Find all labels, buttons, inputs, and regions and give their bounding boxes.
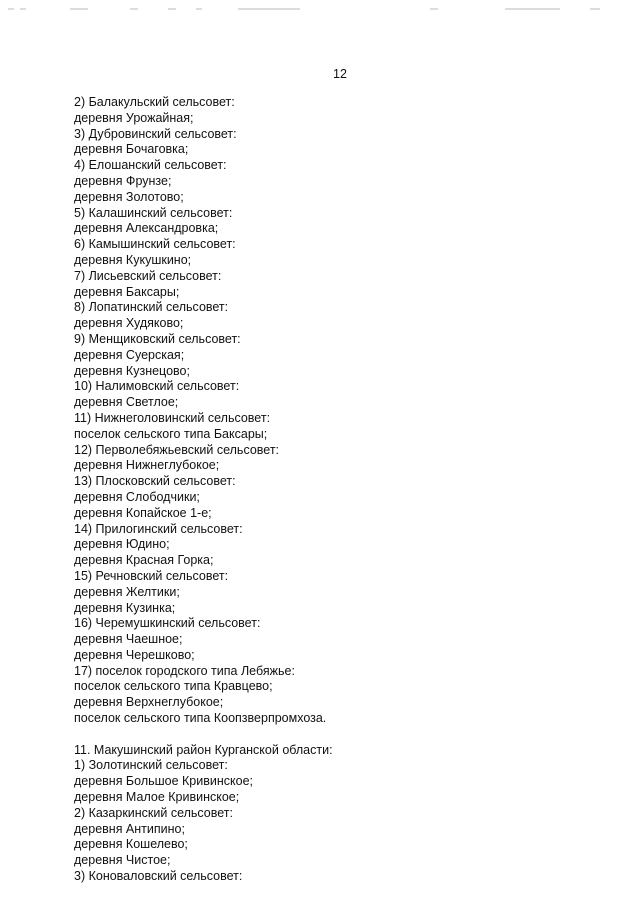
district-11-list — [74, 743, 594, 885]
list-line: 5) Калашинский сельсовет: — [74, 205, 233, 220]
list-line: 9) Менщиковский сельсовет: — [74, 331, 241, 346]
list-line: 3) Коноваловский сельсовет: — [74, 869, 243, 884]
list-line: деревня Александровка; — [74, 221, 219, 236]
list-line: деревня Баксары; — [74, 284, 180, 299]
list-line: 3) Дубровинский сельсовет: — [74, 126, 237, 141]
district-10-list — [74, 95, 594, 727]
list-line: деревня Копайское 1-е; — [74, 505, 212, 520]
list-line: 17) поселок городского типа Лебяжье: — [74, 663, 295, 678]
list-line: деревня Суерская; — [74, 347, 185, 362]
list-line: деревня Красная Горка; — [74, 553, 214, 568]
list-line: 2) Балакульский сельсовет: — [74, 95, 235, 109]
list-line: 11) Нижнеголовинский сельсовет: — [74, 410, 271, 425]
list-line: деревня Юдино; — [74, 537, 170, 552]
list-line: деревня Кузинка; — [74, 600, 176, 615]
list-line: 7) Лисьевский сельсовет: — [74, 268, 222, 283]
list-line: деревня Желтики; — [74, 584, 180, 599]
paragraph-gap — [74, 727, 594, 743]
list-line: деревня Кошелево; — [74, 837, 188, 852]
list-line: деревня Большое Кривинское; — [74, 774, 254, 789]
list-line: деревня Светлое; — [74, 395, 179, 410]
list-line: деревня Малое Кривинское; — [74, 790, 240, 805]
list-line: 12) Перволебяжьевский сельсовет: — [74, 442, 280, 457]
list-line: 2) Казаркинский сельсовет: — [74, 805, 233, 820]
list-line: 13) Плосковский сельсовет: — [74, 474, 236, 489]
list-line: 8) Лопатинский сельсовет: — [74, 300, 229, 315]
list-line: деревня Фрунзе; — [74, 173, 172, 188]
list-line: деревня Бочаговка; — [74, 142, 189, 157]
list-line: 1) Золотинский сельсовет: — [74, 758, 228, 773]
list-line: деревня Слободчики; — [74, 489, 200, 504]
list-line: деревня Верхнеглубокое; — [74, 695, 224, 710]
list-line: деревня Черешково; — [74, 647, 195, 662]
list-line: 4) Елошанский сельсовет: — [74, 158, 227, 173]
page-number: 12 — [333, 67, 347, 81]
list-line: деревня Худяково; — [74, 316, 184, 331]
scan-artifact-line — [0, 6, 640, 12]
list-line: 10) Налимовский сельсовет: — [74, 379, 240, 394]
list-line: деревня Чистое; — [74, 853, 171, 868]
list-line: поселок сельского типа Коопзверпромхоза. — [74, 711, 327, 726]
list-line: деревня Антипино; — [74, 821, 185, 836]
list-line: 16) Черемушкинский сельсовет: — [74, 616, 261, 631]
list-line: деревня Нижнеглубокое; — [74, 458, 220, 473]
list-line: деревня Кузнецово; — [74, 363, 190, 378]
list-line: деревня Кукушкино; — [74, 252, 192, 267]
list-line: 14) Прилогинский сельсовет: — [74, 521, 243, 536]
list-line: деревня Чаешное; — [74, 632, 183, 647]
list-line: 15) Речновский сельсовет: — [74, 568, 229, 583]
list-line: деревня Золотово; — [74, 189, 184, 204]
list-line: деревня Урожайная; — [74, 110, 194, 125]
document-body — [74, 95, 594, 885]
list-line: поселок сельского типа Кравцево; — [74, 679, 273, 694]
list-line: 6) Камышинский сельсовет: — [74, 237, 236, 252]
section-heading: 11. Макушинский район Курганской области: — [74, 742, 333, 757]
list-line: поселок сельского типа Баксары; — [74, 426, 268, 441]
